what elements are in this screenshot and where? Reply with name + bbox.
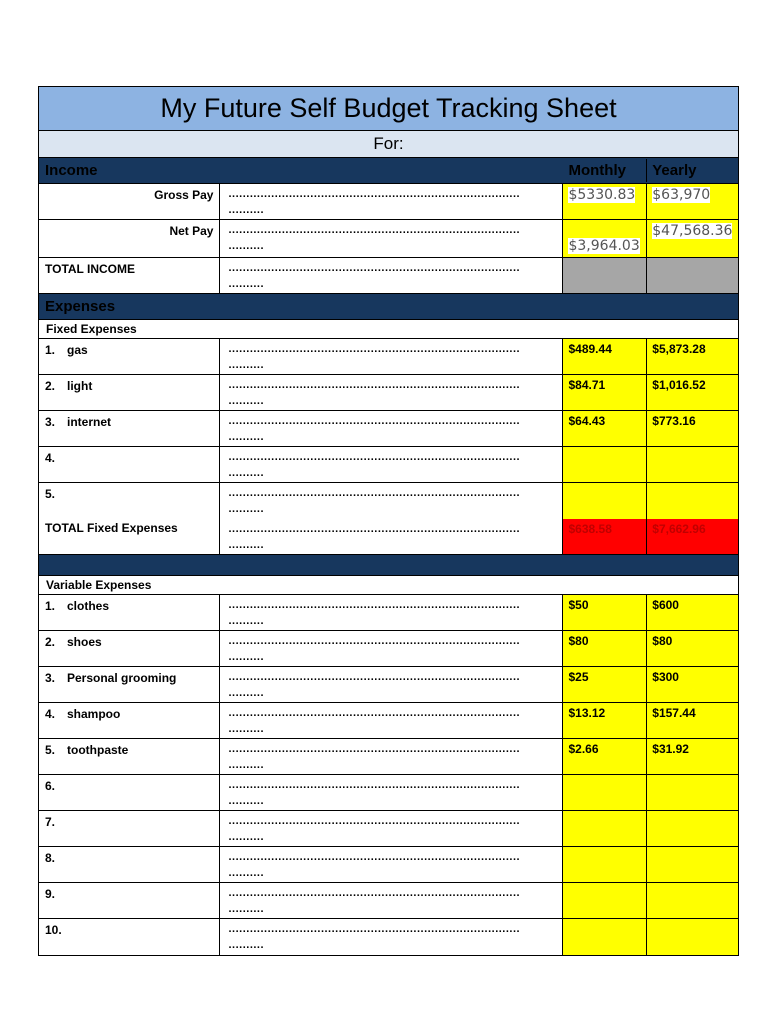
expense-label: gas	[67, 343, 88, 357]
dots-line-1: ..................................................................................	[228, 487, 521, 499]
expense-number: 4.	[45, 707, 56, 721]
dots-line-1: ..................................................................................	[228, 851, 521, 863]
monthly-value: $13.12	[568, 706, 606, 720]
dots-line-2: ..........	[228, 240, 265, 252]
yearly-value-cell[interactable]	[647, 447, 738, 482]
expense-number: 9.	[45, 887, 56, 901]
expense-number: 8.	[45, 851, 56, 865]
dots-line-1: ..................................................................................	[228, 635, 521, 647]
monthly-value: $3,964.03	[568, 238, 640, 254]
dotted-line-cell[interactable]	[220, 667, 563, 702]
expense-label: Personal grooming	[67, 671, 177, 685]
yearly-value-cell[interactable]	[647, 703, 738, 738]
variable-expense-row	[39, 631, 738, 667]
income-label-cell	[39, 220, 220, 257]
dotted-line-cell[interactable]	[220, 411, 563, 446]
expense-number: 1.	[45, 599, 56, 613]
section-divider-band	[39, 555, 738, 576]
expenses-header-row	[39, 294, 738, 320]
budget-sheet	[38, 86, 739, 956]
for-row	[39, 131, 738, 158]
dots-line-2: ..........	[228, 723, 265, 735]
dots-line-2: ..........	[228, 867, 265, 879]
monthly-value: $25	[568, 670, 589, 684]
expense-number: 2.	[45, 635, 56, 649]
dotted-line-cell[interactable]	[220, 258, 563, 293]
dots-line-1: ..................................................................................	[228, 262, 521, 274]
yearly-value-cell[interactable]	[647, 375, 738, 410]
monthly-value: $84.71	[568, 378, 606, 392]
variable-expense-row	[39, 595, 738, 631]
yearly-value-cell[interactable]	[647, 631, 738, 666]
fixed-expense-row	[39, 483, 738, 519]
expense-number: 3.	[45, 415, 56, 429]
dotted-line-cell[interactable]	[220, 811, 563, 846]
fixed-expense-row	[39, 375, 738, 411]
dots-line-1: ..................................................................................	[228, 523, 521, 535]
income-label: Net Pay	[169, 224, 214, 238]
dotted-line-cell[interactable]	[220, 775, 563, 810]
expense-label-cell	[39, 775, 220, 810]
expense-label-cell	[39, 703, 220, 738]
expense-label-cell	[39, 447, 220, 482]
yearly-header: Yearly	[652, 162, 697, 179]
dots-line-2: ..........	[228, 395, 265, 407]
monthly-header: Monthly	[568, 162, 626, 179]
monthly-value-cell[interactable]	[563, 220, 647, 257]
dots-line-2: ..........	[228, 759, 265, 771]
dots-line-1: ..................................................................................	[228, 887, 521, 899]
yearly-value-cell[interactable]	[647, 595, 738, 630]
dots-line-2: ..........	[228, 503, 265, 515]
variable-expenses-list	[39, 595, 738, 955]
expense-label-cell	[39, 375, 220, 410]
dotted-line-cell[interactable]	[220, 447, 563, 482]
dotted-line-cell[interactable]	[220, 883, 563, 918]
yearly-value-cell[interactable]	[647, 339, 738, 374]
dots-line-1: ..................................................................................	[228, 671, 521, 683]
monthly-value: $2.66	[568, 742, 599, 756]
for-label: For:	[373, 134, 404, 153]
expense-label: internet	[67, 415, 112, 429]
variable-expense-row	[39, 811, 738, 847]
yearly-value-cell[interactable]	[647, 811, 738, 846]
expense-label-cell	[39, 595, 220, 630]
yearly-value: $300	[652, 670, 679, 684]
yearly-value: $600	[652, 598, 679, 612]
expense-label-cell	[39, 339, 220, 374]
fixed-expense-row	[39, 447, 738, 483]
monthly-header-cell	[563, 159, 647, 182]
income-label: Gross Pay	[154, 188, 214, 202]
expense-label-cell	[39, 411, 220, 446]
dotted-line-cell[interactable]	[220, 519, 563, 554]
variable-expense-row	[39, 667, 738, 703]
expenses-header-cell	[39, 294, 121, 320]
total-income-label: TOTAL INCOME	[45, 262, 135, 276]
title-row	[39, 87, 738, 131]
dots-line-2: ..........	[228, 359, 265, 371]
monthly-value-cell[interactable]	[563, 631, 647, 666]
yearly-value-cell[interactable]	[647, 184, 738, 219]
dotted-line-cell[interactable]	[220, 184, 563, 219]
monthly-value-cell[interactable]	[563, 411, 647, 446]
total-income-yearly-cell[interactable]	[647, 258, 738, 293]
fixed-expense-row	[39, 339, 738, 375]
fixed-total-monthly-cell[interactable]	[563, 519, 647, 554]
dots-line-2: ..........	[228, 278, 265, 290]
dots-line-2: ..........	[228, 651, 265, 663]
dotted-line-cell[interactable]	[220, 703, 563, 738]
monthly-value-cell[interactable]	[563, 811, 647, 846]
monthly-value-cell[interactable]	[563, 375, 647, 410]
dots-line-1: ..................................................................................	[228, 743, 521, 755]
monthly-value-cell[interactable]	[563, 775, 647, 810]
expense-label-cell	[39, 667, 220, 702]
expense-number: 5.	[45, 487, 56, 501]
expense-number: 3.	[45, 671, 56, 685]
expense-number: 1.	[45, 343, 56, 357]
total-income-monthly-cell[interactable]	[563, 258, 647, 293]
dots-line-2: ..........	[228, 204, 265, 216]
dots-line-1: ..................................................................................	[228, 779, 521, 791]
dots-line-1: ..................................................................................	[228, 707, 521, 719]
variable-expense-row	[39, 847, 738, 883]
income-header-row	[39, 158, 738, 184]
dots-line-2: ..........	[228, 467, 265, 479]
dots-line-2: ..........	[228, 939, 265, 951]
monthly-value-cell[interactable]	[563, 483, 647, 519]
fixed-total-monthly: $638.58	[568, 522, 612, 536]
expense-label-cell	[39, 883, 220, 918]
income-row-gross-pay	[39, 184, 738, 220]
dotted-line-cell[interactable]	[220, 595, 563, 630]
dotted-line-cell[interactable]	[220, 847, 563, 882]
dots-line-1: ..................................................................................	[228, 415, 521, 427]
expense-label-cell	[39, 811, 220, 846]
dots-line-2: ..........	[228, 831, 265, 843]
fixed-total-yearly-cell[interactable]	[647, 519, 738, 554]
dots-line-1: ..................................................................................	[228, 815, 521, 827]
dotted-line-cell[interactable]	[220, 919, 563, 955]
dots-line-1: ..................................................................................	[228, 451, 521, 463]
monthly-value-cell[interactable]	[563, 339, 647, 374]
monthly-value: $50	[568, 598, 589, 612]
income-row-total	[39, 258, 738, 294]
expense-number: 5.	[45, 743, 56, 757]
monthly-value: $64.43	[568, 414, 606, 428]
income-label-cell	[39, 184, 220, 219]
yearly-value-cell[interactable]	[647, 411, 738, 446]
expense-number: 6.	[45, 779, 56, 793]
yearly-value: $47,568.36	[652, 223, 733, 239]
expense-number: 4.	[45, 451, 56, 465]
expense-label: shoes	[67, 635, 102, 649]
dots-line-1: ..................................................................................	[228, 188, 521, 200]
yearly-value-cell[interactable]	[647, 220, 738, 257]
yearly-value: $1,016.52	[652, 378, 706, 392]
variable-expense-row	[39, 919, 738, 955]
yearly-value-cell[interactable]	[647, 847, 738, 882]
yearly-value-cell[interactable]	[647, 883, 738, 918]
yearly-value-cell[interactable]	[647, 919, 738, 955]
expense-label-cell	[39, 631, 220, 666]
monthly-value: $5330.83	[568, 187, 636, 203]
income-header: Income	[45, 162, 98, 179]
dots-line-2: ..........	[228, 431, 265, 443]
dotted-line-cell[interactable]	[220, 220, 563, 257]
fixed-expenses-header: Fixed Expenses	[46, 322, 137, 336]
yearly-value: $80	[652, 634, 673, 648]
dots-line-2: ..........	[228, 539, 265, 551]
dots-line-1: ..................................................................................	[228, 379, 521, 391]
dots-line-2: ..........	[228, 615, 265, 627]
expense-label-cell	[39, 919, 220, 955]
fixed-total-label: TOTAL Fixed Expenses	[45, 521, 178, 535]
dots-line-2: ..........	[228, 795, 265, 807]
expense-number: 2.	[45, 379, 56, 393]
monthly-value: $489.44	[568, 342, 612, 356]
fixed-expenses-list	[39, 339, 738, 519]
dotted-line-cell[interactable]	[220, 339, 563, 374]
dots-line-1: ..................................................................................	[228, 923, 521, 935]
dots-line-1: ..................................................................................	[228, 343, 521, 355]
monthly-value-cell[interactable]	[563, 184, 647, 219]
fixed-total-row	[39, 519, 738, 555]
page-title: My Future Self Budget Tracking Sheet	[160, 93, 617, 123]
fixed-total-yearly: $7,662.96	[652, 522, 706, 536]
yearly-value: $63,970	[652, 187, 711, 203]
fixed-expenses-header-row	[39, 320, 738, 339]
expense-number: 7.	[45, 815, 56, 829]
expense-label-cell	[39, 847, 220, 882]
yearly-value: $5,873.28	[652, 342, 706, 356]
yearly-value: $773.16	[652, 414, 696, 428]
yearly-value: $157.44	[652, 706, 696, 720]
variable-expense-row	[39, 703, 738, 739]
dots-line-2: ..........	[228, 903, 265, 915]
expense-label: shampoo	[67, 707, 121, 721]
yearly-value: $31.92	[652, 742, 689, 756]
income-header-cell	[39, 158, 563, 183]
monthly-value-cell[interactable]	[563, 883, 647, 918]
income-row-net-pay	[39, 220, 738, 258]
dots-line-1: ..................................................................................	[228, 224, 521, 236]
yearly-value-cell[interactable]	[647, 483, 738, 519]
expense-number: 10.	[45, 923, 62, 937]
expense-label-cell	[39, 739, 220, 774]
monthly-value-cell[interactable]	[563, 919, 647, 955]
variable-expense-row	[39, 775, 738, 811]
monthly-value-cell[interactable]	[563, 447, 647, 482]
yearly-header-cell	[647, 159, 738, 182]
dots-line-2: ..........	[228, 687, 265, 699]
expenses-header: Expenses	[45, 297, 116, 315]
expense-label-cell	[39, 483, 220, 519]
expense-label: toothpaste	[67, 743, 129, 757]
dotted-line-cell[interactable]	[220, 375, 563, 410]
monthly-value-cell[interactable]	[563, 667, 647, 702]
yearly-value-cell[interactable]	[647, 775, 738, 810]
monthly-value-cell[interactable]	[563, 739, 647, 774]
dotted-line-cell[interactable]	[220, 483, 563, 519]
dotted-line-cell[interactable]	[220, 739, 563, 774]
dotted-line-cell[interactable]	[220, 631, 563, 666]
dots-line-1: ..................................................................................	[228, 599, 521, 611]
expense-label: light	[67, 379, 93, 393]
yearly-value-cell[interactable]	[647, 739, 738, 774]
variable-expense-row	[39, 883, 738, 919]
monthly-value: $80	[568, 634, 589, 648]
variable-expenses-header: Variable Expenses	[46, 578, 152, 592]
yearly-value-cell[interactable]	[647, 667, 738, 702]
monthly-value-cell[interactable]	[563, 703, 647, 738]
monthly-value-cell[interactable]	[563, 595, 647, 630]
variable-expense-row	[39, 739, 738, 775]
income-label-cell	[39, 258, 220, 293]
expense-label: clothes	[67, 599, 110, 613]
fixed-total-label-cell	[39, 519, 220, 554]
monthly-value-cell[interactable]	[563, 847, 647, 882]
fixed-expense-row	[39, 411, 738, 447]
variable-expenses-header-row	[39, 576, 738, 595]
